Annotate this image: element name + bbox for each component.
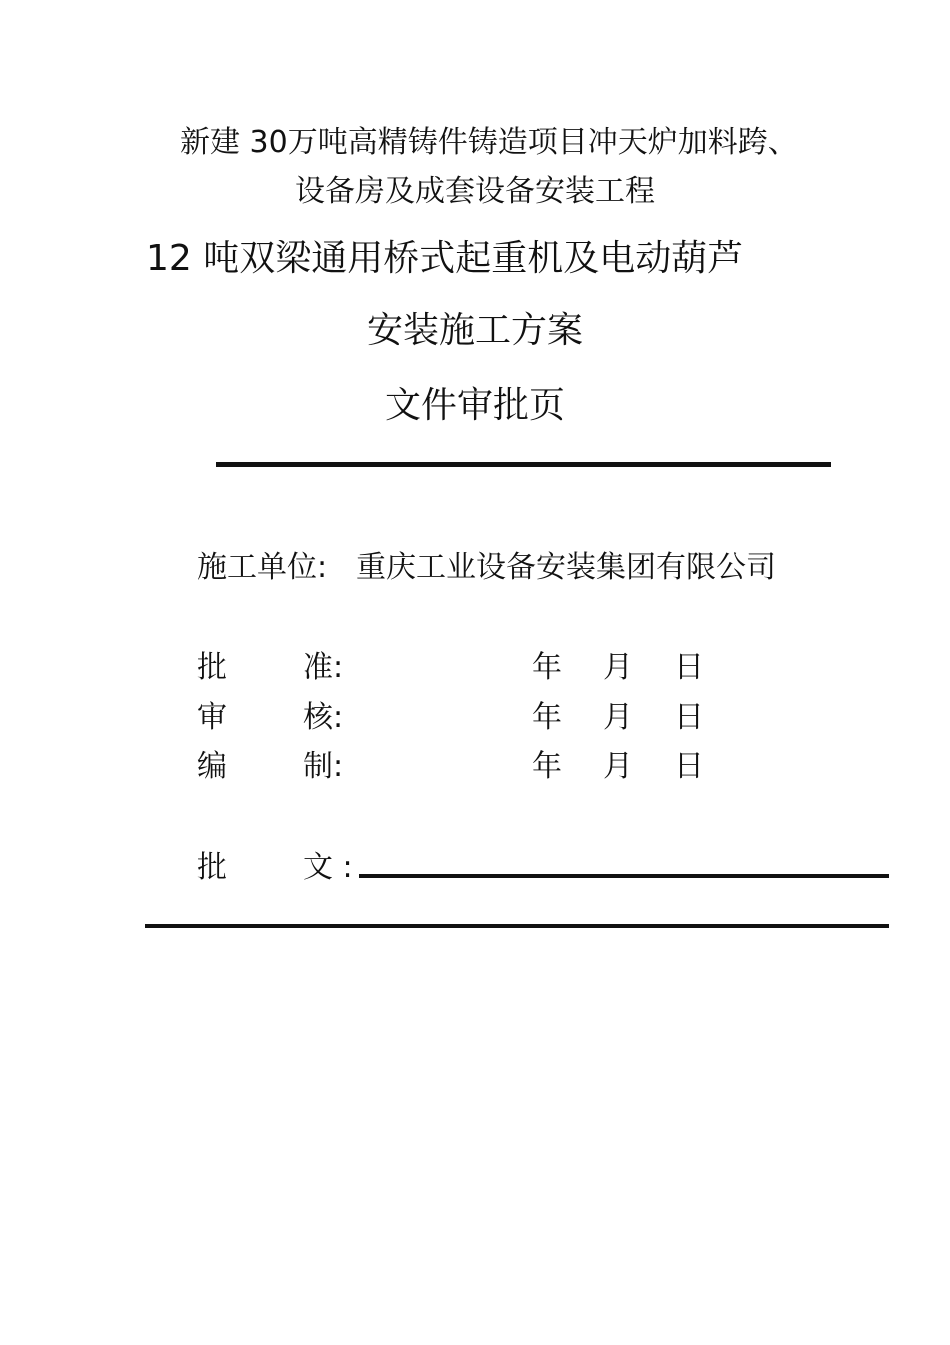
comment-char2: 文 :	[303, 850, 353, 885]
comment-line	[359, 874, 889, 878]
approve-char2: 准:	[303, 650, 344, 685]
approve-day: 日	[674, 650, 704, 685]
bottom-divider	[145, 924, 889, 928]
review-char1: 审	[197, 700, 227, 735]
project-title-line2: 设备房及成套设备安装工程	[295, 174, 655, 209]
review-year: 年	[532, 700, 562, 735]
plan-title-line1: 12 吨双梁通用桥式起重机及电动葫芦	[146, 238, 744, 279]
compile-char1: 编	[197, 749, 227, 784]
compile-day: 日	[674, 749, 704, 784]
approve-month: 月	[603, 650, 633, 685]
review-month: 月	[603, 700, 633, 735]
approve-char1: 批	[197, 650, 227, 685]
company-label: 施工单位:	[197, 550, 328, 585]
approve-year: 年	[532, 650, 562, 685]
company-name: 重庆工业设备安装集团有限公司	[356, 550, 776, 585]
compile-year: 年	[532, 749, 562, 784]
plan-title-line3: 文件审批页	[384, 385, 565, 426]
review-char2: 核:	[303, 700, 344, 735]
comment-char1: 批	[197, 850, 227, 885]
plan-title-line2: 安装施工方案	[366, 310, 583, 351]
compile-month: 月	[603, 749, 633, 784]
review-day: 日	[674, 700, 704, 735]
compile-char2: 制:	[303, 749, 344, 784]
project-title-line1: 新建 30万吨高精铸件铸造项目冲天炉加料跨、	[180, 125, 798, 160]
title-divider	[216, 462, 831, 467]
